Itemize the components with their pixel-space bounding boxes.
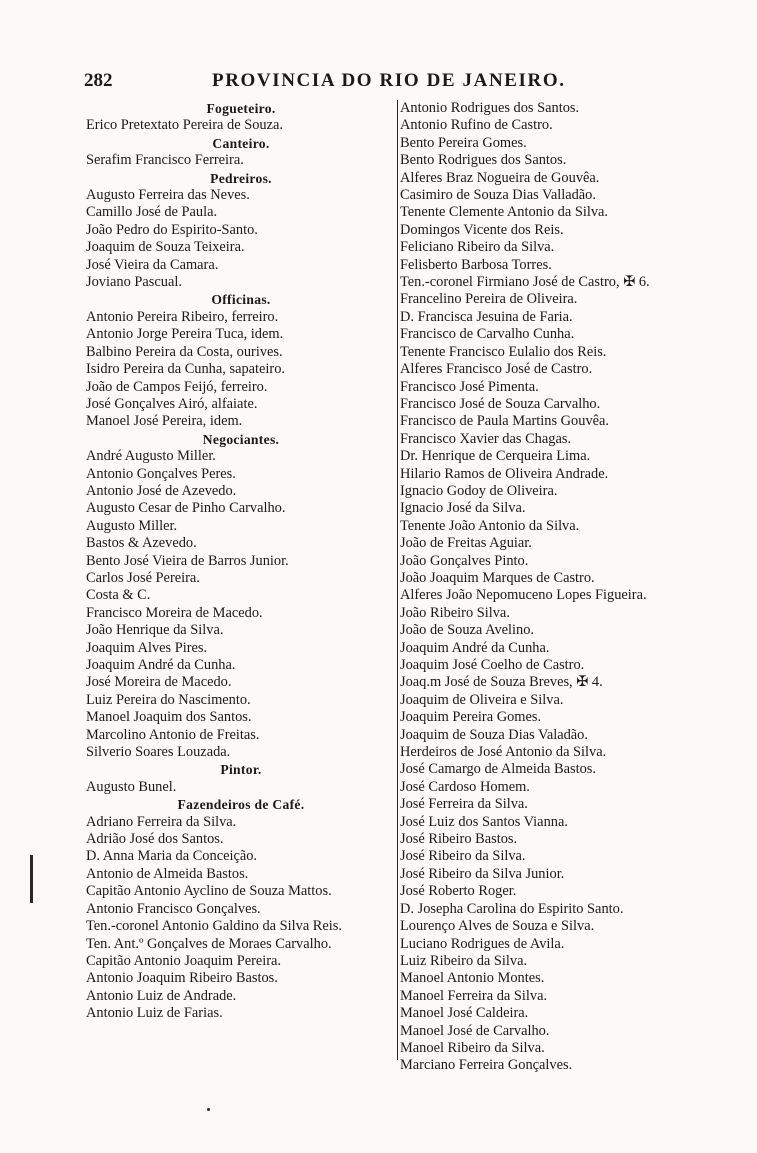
column-divider bbox=[397, 100, 398, 1060]
directory-entry: Joaquim Alves Pires. bbox=[86, 639, 208, 656]
directory-entry: José Ribeiro da Silva Junior. bbox=[400, 865, 565, 882]
directory-entry: José Gonçalves Airó, alfaiate. bbox=[86, 395, 258, 412]
directory-entry: Balbino Pereira da Costa, ourives. bbox=[86, 343, 283, 360]
directory-entry: André Augusto Miller. bbox=[86, 448, 216, 465]
directory-entry: João Gonçalves Pinto. bbox=[400, 552, 529, 569]
directory-entry: João Pedro do Espirito-Santo. bbox=[86, 221, 258, 238]
directory-entry: Tenente Francisco Eulalio dos Reis. bbox=[400, 343, 607, 360]
directory-entry: Carlos José Pereira. bbox=[86, 569, 200, 586]
directory-entry: Francisco José de Souza Carvalho. bbox=[400, 395, 601, 412]
directory-entry: Augusto Bunel. bbox=[86, 778, 177, 795]
directory-entry: Lourenço Alves de Souza e Silva. bbox=[400, 918, 595, 935]
section-heading: Pedreiros. bbox=[210, 170, 272, 186]
directory-entry: Antonio Jorge Pereira Tuca, idem. bbox=[86, 326, 284, 343]
directory-entry: Manoel José Caldeira. bbox=[400, 1005, 529, 1022]
directory-entry: Adrião José dos Santos. bbox=[86, 831, 224, 848]
directory-entry: Augusto Ferreira das Neves. bbox=[86, 187, 250, 204]
running-title: PROVINCIA DO RIO DE JANEIRO. bbox=[212, 70, 566, 91]
directory-entry: D. Anna Maria da Conceição. bbox=[86, 848, 258, 865]
directory-entry: José Ribeiro da Silva. bbox=[400, 848, 526, 865]
directory-entry: Antonio Luiz de Andrade. bbox=[86, 987, 237, 1004]
section-heading: Fazendeiros de Café. bbox=[177, 797, 305, 813]
section-heading: Negociantes. bbox=[202, 431, 280, 447]
margin-mark bbox=[30, 855, 33, 903]
directory-entry: Augusto Miller. bbox=[86, 517, 178, 534]
directory-entry: Antonio Joaquim Ribeiro Bastos. bbox=[86, 970, 278, 987]
directory-entry: Isidro Pereira da Cunha, sapateiro. bbox=[86, 361, 286, 378]
directory-entry: João Henrique da Silva. bbox=[86, 622, 224, 639]
directory-entry: Augusto Cesar de Pinho Carvalho. bbox=[86, 500, 286, 517]
directory-entry: Joaquim José Coelho de Castro. bbox=[400, 657, 585, 673]
directory-entry: Marciano Ferreira Gonçalves. bbox=[400, 1057, 573, 1074]
directory-entry: Joaquim de Oliveira e Silva. bbox=[400, 691, 564, 708]
directory-entry: Antonio Pereira Ribeiro, ferreiro. bbox=[86, 308, 279, 325]
directory-entry: Herdeiros de José Antonio da Silva. bbox=[400, 744, 607, 761]
directory-entry: Antonio de Almeida Bastos. bbox=[86, 865, 249, 882]
directory-entry: Francisco Xavier das Chagas. bbox=[400, 430, 572, 447]
directory-entry: João de Freitas Aguiar. bbox=[400, 535, 532, 552]
directory-entry: Bento Pereira Gomes. bbox=[400, 134, 527, 151]
directory-entry: Ten. Ant.º Gonçalves de Moraes Carvalho. bbox=[86, 935, 332, 952]
directory-entry: Alferes Braz Nogueira de Gouvêa. bbox=[400, 169, 600, 186]
directory-entry: Francisco de Carvalho Cunha. bbox=[400, 326, 575, 343]
directory-entry: Manoel José de Carvalho. bbox=[400, 1022, 550, 1039]
directory-entry: Luciano Rodrigues de Avila. bbox=[400, 935, 565, 952]
directory-entry: Ten.-coronel Antonio Galdino da Silva Reis. bbox=[86, 918, 342, 935]
directory-entry: Ignacio Godoy de Oliveira. bbox=[400, 482, 558, 499]
directory-entry: Manoel Antonio Montes. bbox=[400, 970, 545, 987]
directory-entry: Francisco Moreira de Macedo. bbox=[86, 604, 263, 621]
directory-entry: Manoel Joaquim dos Santos. bbox=[86, 709, 252, 726]
directory-entry: D. Josepha Carolina do Espirito Santo. bbox=[400, 900, 624, 917]
directory-entry: Capitão Antonio Joaquim Pereira. bbox=[86, 952, 282, 969]
section-heading: Officinas. bbox=[211, 292, 271, 308]
directory-entry: Camillo José de Paula. bbox=[86, 204, 218, 221]
directory-entry: João Ribeiro Silva. bbox=[400, 604, 510, 621]
directory-entry: Silverio Soares Louzada. bbox=[86, 744, 231, 761]
page-header bbox=[84, 70, 684, 94]
directory-entry: Joaquim de Souza Teixeira. bbox=[86, 239, 245, 256]
directory-entry: José Ribeiro Bastos. bbox=[400, 831, 518, 848]
right-column bbox=[400, 100, 720, 1075]
section-heading: Fogueteiro. bbox=[206, 101, 276, 116]
section-heading: Canteiro. bbox=[212, 135, 270, 151]
directory-entry: Antonio Francisco Gonçalves. bbox=[86, 900, 261, 917]
directory-entry: Alferes Francisco José de Castro. bbox=[400, 361, 593, 378]
directory-entry: José Cardoso Homem. bbox=[400, 778, 530, 795]
directory-entry: Francisco José Pimenta. bbox=[400, 378, 539, 395]
directory-entry: Antonio Gonçalves Peres. bbox=[86, 465, 236, 482]
directory-entry: Dr. Henrique de Cerqueira Lima. bbox=[400, 448, 591, 465]
directory-entry: João Joaquim Marques de Castro. bbox=[400, 569, 595, 586]
directory-entry: Antonio Rufino de Castro. bbox=[400, 117, 553, 134]
directory-entry: Manoel Ribeiro da Silva. bbox=[400, 1039, 545, 1056]
directory-entry: Joaquim André da Cunha. bbox=[86, 657, 236, 673]
directory-entry: Bento Rodrigues dos Santos. bbox=[400, 152, 567, 169]
directory-entry: Joviano Pascual. bbox=[86, 274, 182, 291]
directory-entry: Luiz Ribeiro da Silva. bbox=[400, 952, 528, 969]
directory-entry: Manoel Ferreira da Silva. bbox=[400, 987, 548, 1004]
directory-entry: Adriano Ferreira da Silva. bbox=[86, 813, 237, 830]
directory-entry: Antonio Luiz de Farias. bbox=[86, 1005, 223, 1022]
ink-speck bbox=[207, 1108, 210, 1111]
directory-entry: Serafim Francisco Ferreira. bbox=[86, 152, 244, 169]
directory-entry: Antonio Rodrigues dos Santos. bbox=[400, 100, 580, 116]
directory-entry: Erico Pretextato Pereira de Souza. bbox=[86, 117, 283, 134]
directory-entry: Feliciano Ribeiro da Silva. bbox=[400, 239, 555, 256]
directory-entry: Marcolino Antonio de Freitas. bbox=[86, 726, 260, 743]
directory-entry: Joaq.m José de Souza Breves, ✠ 4. bbox=[400, 674, 603, 691]
directory-entry: Joaquim de Souza Dias Valadão. bbox=[400, 726, 588, 743]
directory-entry: Joaquim André da Cunha. bbox=[400, 639, 550, 656]
directory-entry: D. Francisca Jesuina de Faria. bbox=[400, 308, 573, 325]
left-column bbox=[86, 100, 396, 1023]
directory-entry: Capitão Antonio Ayclino de Souza Mattos. bbox=[86, 883, 332, 900]
directory-entry: José Luiz dos Santos Vianna. bbox=[400, 813, 568, 830]
directory-entry: Alferes João Nepomuceno Lopes Figueira. bbox=[400, 587, 647, 604]
directory-entry: Bastos & Azevedo. bbox=[86, 535, 197, 552]
directory-entry: Antonio José de Azevedo. bbox=[86, 482, 237, 499]
directory-entry: João de Souza Avelino. bbox=[400, 622, 535, 639]
directory-entry: José Vieira da Camara. bbox=[86, 256, 219, 273]
directory-entry: João de Campos Feijó, ferreiro. bbox=[86, 378, 268, 395]
directory-entry: Ten.-coronel Firmiano José de Castro, ✠ 6. bbox=[400, 274, 650, 291]
page-number: 282 bbox=[84, 70, 113, 91]
directory-entry: Luiz Pereira do Nascimento. bbox=[86, 691, 251, 708]
directory-entry: José Camargo de Almeida Bastos. bbox=[400, 761, 596, 778]
directory-entry: Casimiro de Souza Dias Valladão. bbox=[400, 187, 596, 204]
directory-entry: José Ferreira da Silva. bbox=[400, 796, 528, 813]
directory-entry: Domingos Vicente dos Reis. bbox=[400, 221, 564, 238]
directory-entry: Manoel José Pereira, idem. bbox=[86, 413, 243, 430]
directory-entry: Costa & C. bbox=[86, 587, 151, 604]
directory-entry: Felisberto Barbosa Torres. bbox=[400, 256, 552, 273]
directory-entry: José Moreira de Macedo. bbox=[86, 674, 232, 691]
directory-entry: Francelino Pereira de Oliveira. bbox=[400, 291, 578, 308]
directory-entry: José Roberto Roger. bbox=[400, 883, 517, 900]
directory-entry: Tenente João Antonio da Silva. bbox=[400, 517, 580, 534]
directory-entry: Hilario Ramos de Oliveira Andrade. bbox=[400, 465, 609, 482]
directory-entry: Tenente Clemente Antonio da Silva. bbox=[400, 204, 609, 221]
section-heading: Pintor. bbox=[220, 762, 262, 778]
directory-entry: Ignacio José da Silva. bbox=[400, 500, 526, 517]
directory-entry: Francisco de Paula Martins Gouvêa. bbox=[400, 413, 610, 430]
directory-entry: Bento José Vieira de Barros Junior. bbox=[86, 552, 289, 569]
directory-entry: Joaquim Pereira Gomes. bbox=[400, 709, 542, 726]
